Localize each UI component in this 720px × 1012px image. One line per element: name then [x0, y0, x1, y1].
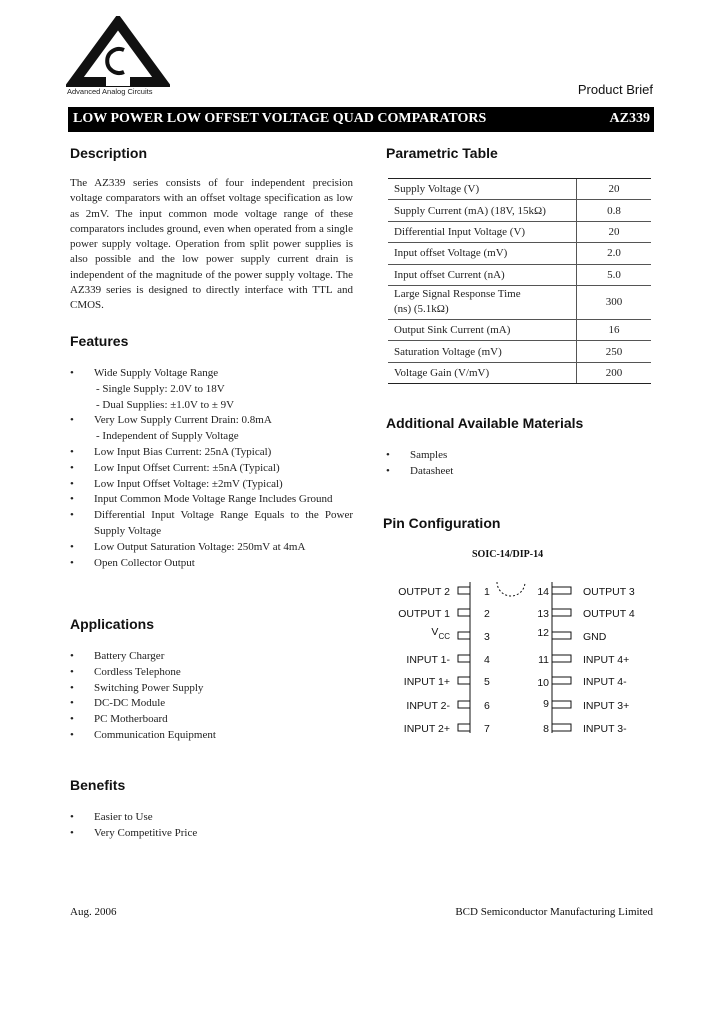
list-item: • Differential Input Voltage Range Equals to the Power Supply Voltage	[70, 508, 353, 540]
list-item: • Input Common Mode Voltage Range Includes Ground	[70, 492, 353, 508]
value-cell: 5.0	[577, 264, 652, 285]
part-number: AZ339	[609, 111, 650, 126]
list-item: • Wide Supply Voltage Range - Single Supply: 2.0V to 18V - Dual Supplies: ±1.0V to ± 9V	[70, 366, 353, 413]
list-item: • Cordless Telephone	[70, 665, 353, 681]
svg-text:INPUT 2-: INPUT 2-	[406, 700, 450, 712]
table-row	[388, 221, 651, 242]
param-cell: Saturation Voltage (mV)	[388, 341, 577, 362]
applications-list	[70, 649, 353, 744]
svg-text:OUTPUT 1: OUTPUT 1	[398, 608, 450, 620]
svg-text:INPUT 1+: INPUT 1+	[403, 676, 450, 688]
svg-text:GND: GND	[583, 631, 607, 643]
value-cell: 300	[577, 285, 652, 319]
svg-text:6: 6	[484, 700, 490, 712]
materials-list	[386, 448, 636, 480]
param-cell: Input offset Current (nA)	[388, 264, 577, 285]
svg-text:INPUT 4-: INPUT 4-	[583, 676, 627, 688]
pin-configuration-heading: Pin Configuration	[383, 515, 501, 531]
parametric-table-heading: Parametric Table	[386, 145, 498, 161]
svg-text:12: 12	[537, 627, 549, 639]
list-item: • Low Input Offset Voltage: ±2mV (Typical)	[70, 477, 353, 493]
table-row	[388, 179, 651, 200]
svg-text:2: 2	[484, 608, 490, 620]
svg-text:INPUT 4+: INPUT 4+	[583, 654, 630, 666]
pin-1	[398, 586, 490, 598]
footer-date: Aug. 2006	[70, 906, 117, 918]
pin-3	[431, 626, 490, 643]
description-text: The AZ339 series consists of four independent precision voltage comparators with an offset voltage specification as low as 2mV. The input common mode voltage range of these comparators includes ground, even when operated from a single power supply voltage. Operation from split power supplies is also possible and the low power supply current drain is independent of the magnitude of the power supply voltage. The AZ339 series is designed to directly interface with TTL and CMOS.	[70, 177, 353, 312]
company-name: Advanced Analog Circuits	[67, 87, 153, 96]
additional-materials-heading: Additional Available Materials	[386, 415, 584, 431]
svg-text:1: 1	[484, 586, 490, 598]
svg-text:7: 7	[484, 723, 490, 735]
table-row	[388, 264, 651, 285]
applications-heading: Applications	[70, 616, 155, 632]
pin-4	[406, 654, 490, 666]
svg-text:VCC: $V_{CC}$	[431, 626, 450, 641]
pin-10	[537, 676, 627, 689]
list-item: • Open Collector Output	[70, 556, 353, 572]
pin-5	[404, 676, 490, 688]
page-title: LOW POWER LOW OFFSET VOLTAGE QUAD COMPARATORS	[73, 111, 487, 126]
svg-text:14: 14	[537, 586, 549, 598]
svg-text:INPUT 3+: INPUT 3+	[583, 700, 630, 712]
svg-text:5: 5	[484, 676, 490, 688]
list-item: • Samples	[386, 448, 636, 464]
features-heading: Features	[70, 333, 129, 349]
table-row	[388, 362, 651, 383]
list-item: • Very Low Supply Current Drain: 0.8mA - Independent of Supply Voltage	[70, 413, 353, 445]
svg-text:11: 11	[538, 654, 549, 666]
value-cell: 20	[577, 179, 652, 200]
table-row	[388, 200, 651, 221]
list-item: • Easier to Use	[70, 810, 353, 826]
table-row	[388, 341, 651, 362]
list-item: • Low Input Bias Current: 25nA (Typical)	[70, 445, 353, 461]
param-cell: Supply Current (mA) (18V, 15kΩ)	[388, 200, 577, 221]
description-heading: Description	[70, 145, 148, 161]
svg-text:OUTPUT 2: OUTPUT 2	[398, 586, 450, 598]
list-item: • Battery Charger	[70, 649, 353, 665]
list-item: • Communication Equipment	[70, 728, 353, 744]
value-cell: 16	[577, 319, 652, 340]
svg-text:INPUT 1-: INPUT 1-	[406, 654, 450, 666]
svg-text:OUTPUT 4: OUTPUT 4	[583, 608, 635, 620]
svg-text:OUTPUT 3: OUTPUT 3	[583, 586, 635, 598]
svg-text:10: 10	[537, 677, 549, 689]
package-label: SOIC-14/DIP-14	[472, 549, 544, 560]
param-cell: Large Signal Response Time (ns) (5.1kΩ)	[388, 285, 577, 319]
table-row	[388, 285, 651, 319]
value-cell: 0.8	[577, 200, 652, 221]
pin-8	[543, 723, 627, 735]
pin-7	[404, 723, 490, 735]
param-cell: Voltage Gain (V/mV)	[388, 362, 577, 383]
footer-company: BCD Semiconductor Manufacturing Limited	[455, 906, 653, 918]
svg-text:8: 8	[543, 723, 549, 735]
list-item: • PC Motherboard	[70, 712, 353, 728]
doc-type-label: Product Brief	[577, 82, 653, 97]
value-cell: 250	[577, 341, 652, 362]
svg-text:INPUT 3-: INPUT 3-	[583, 723, 627, 735]
list-item: • Datasheet	[386, 464, 636, 480]
value-cell: 200	[577, 362, 652, 383]
svg-text:13: 13	[537, 608, 549, 620]
svg-text:4: 4	[484, 654, 490, 666]
param-cell: Input offset Voltage (mV)	[388, 243, 577, 264]
value-cell: 20	[577, 221, 652, 242]
benefits-heading: Benefits	[70, 777, 126, 793]
table-row	[388, 319, 651, 340]
pin-diagram	[386, 578, 656, 743]
param-cell: Differential Input Voltage (V)	[388, 221, 577, 242]
benefits-list	[70, 810, 353, 842]
list-item: • Very Competitive Price	[70, 826, 353, 842]
list-item: • Low Output Saturation Voltage: 250mV at 4mA	[70, 540, 353, 556]
svg-text:INPUT 2+: INPUT 2+	[403, 723, 450, 735]
list-item: • Low Input Offset Current: ±5nA (Typical)	[70, 461, 353, 477]
svg-text:9: 9	[543, 698, 549, 710]
list-item: • Switching Power Supply	[70, 681, 353, 697]
title-bar	[68, 107, 654, 132]
pin-6	[406, 700, 490, 712]
param-cell: Supply Voltage (V)	[388, 179, 577, 200]
parametric-table	[388, 178, 651, 384]
table-row	[388, 243, 651, 264]
value-cell: 2.0	[577, 243, 652, 264]
param-cell: Output Sink Current (mA)	[388, 319, 577, 340]
pin-2	[398, 608, 490, 620]
list-item: • DC-DC Module	[70, 696, 353, 712]
svg-text:3: 3	[484, 631, 490, 643]
pin-9	[543, 698, 629, 712]
features-list	[70, 366, 353, 571]
pin-12	[537, 627, 606, 643]
